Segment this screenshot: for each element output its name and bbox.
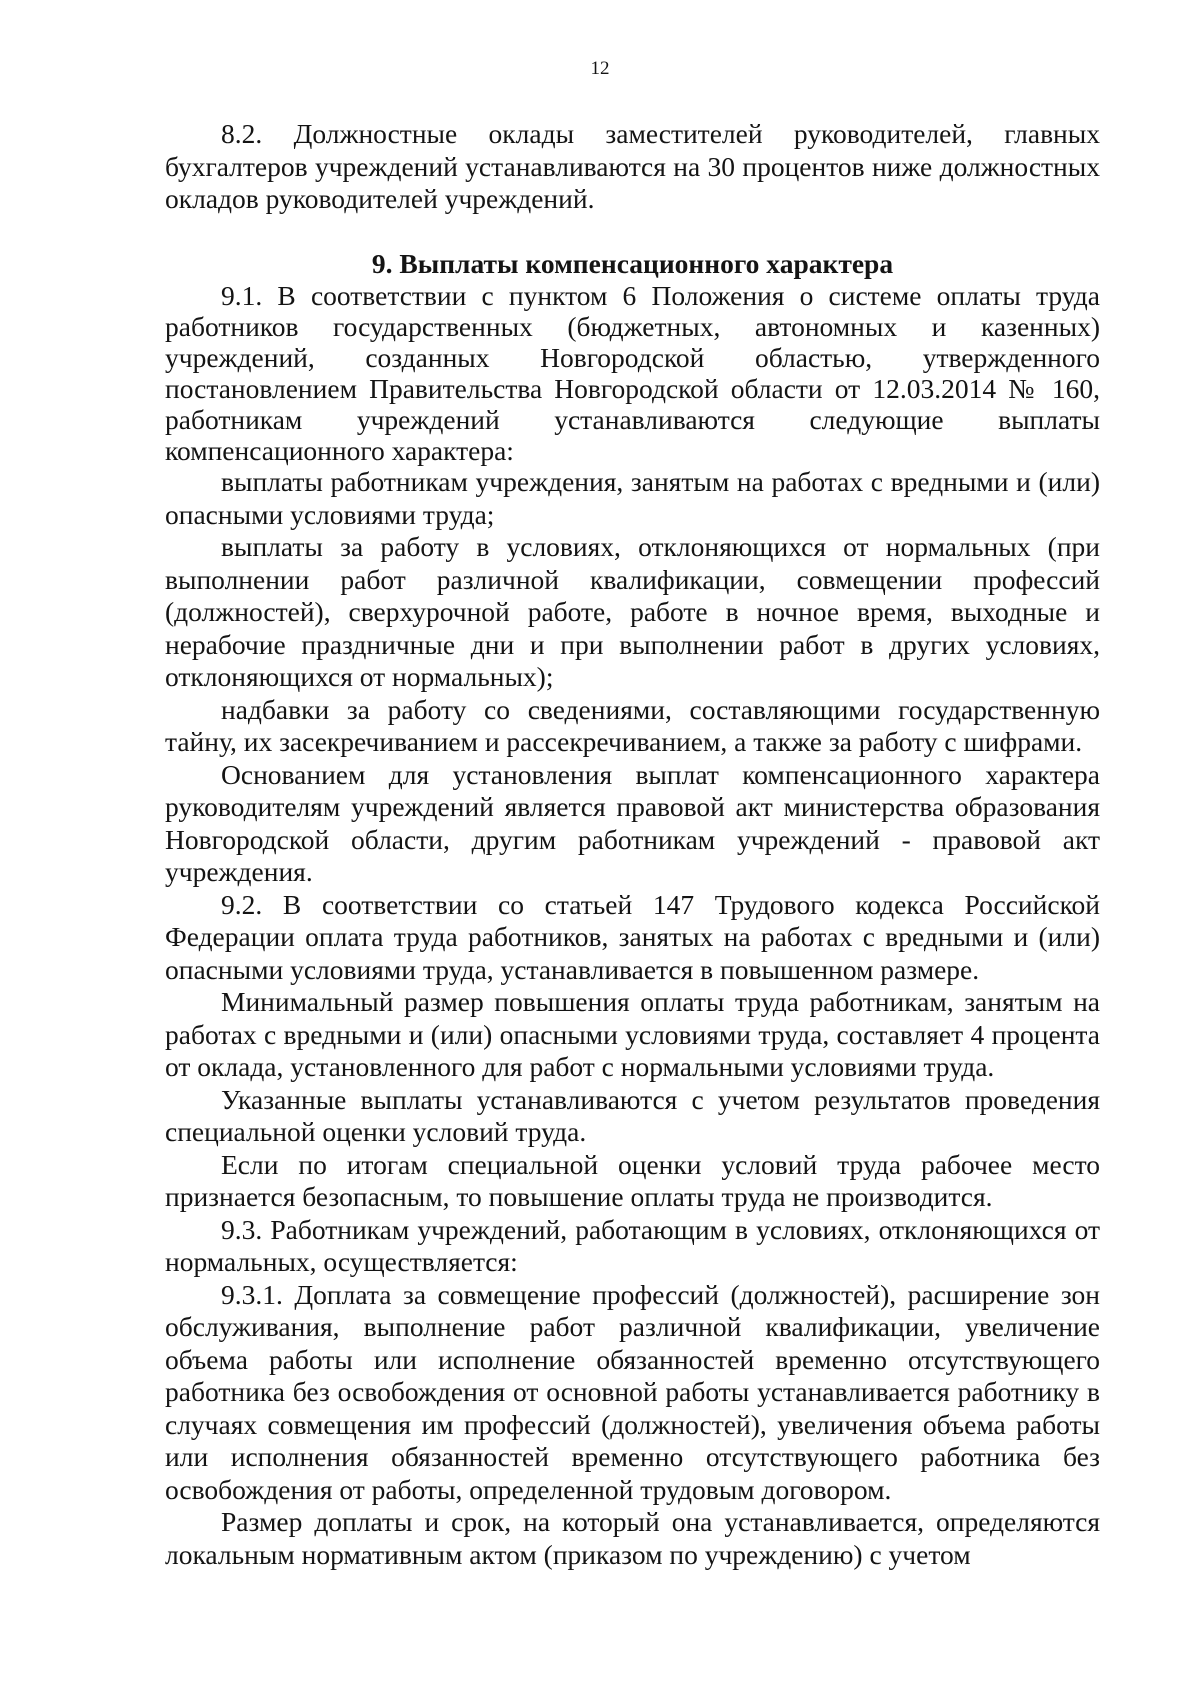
paragraph-9-2-safe-workplace: Если по итогам специальной оценки условий труда рабочее место признается безопасным, то повышение оплаты труда не производится. [165, 1148, 1100, 1212]
paragraph-9-3-1: 9.3.1. Доплата за совмещение профессий (должностей), расширение зон обслуживания, выполнение работ различной квалификации, увеличение объема работы или исполнение обязанностей временно отсутствующего работника без освобождения от основной работы устанавливается работнику в случаях совмещения им профессий (должностей), увеличения объема работы или исполнения обязанностей временно отсутствующего работника без освобождения от работы, определенной трудовым договором. [165, 1278, 1100, 1505]
paragraph-9-2-assessment: Указанные выплаты устанавливаются с учетом результатов проведения специальной оценки условий труда. [165, 1083, 1100, 1147]
paragraph-9-3-1-size: Размер доплаты и срок, на который она устанавливается, определяются локальным нормативным актом (приказом по учреждению) с учетом [165, 1506, 1100, 1570]
paragraph-9-1-hazard-payments: выплаты работникам учреждения, занятым на работах с вредными и (или) опасными условиями труда; [165, 466, 1100, 530]
paragraph-9-2: 9.2. В соответствии со статьей 147 Трудового кодекса Российской Федерации оплата труда работников, занятых на работах с вредными и (или) опасными условиями труда, устанавливается в повышенном размере. [165, 888, 1100, 985]
paragraph-9-2-minimum: Минимальный размер повышения оплаты труда работникам, занятым на работах с вредными и (или) опасными условиями труда, составляет 4 процента от оклада, установленного для работ с нормальными условиями труда. [165, 986, 1100, 1082]
page-number: 12 [590, 58, 610, 79]
document-body [165, 118, 1100, 1571]
paragraph-9-3: 9.3. Работникам учреждений, работающим в условиях, отклоняющихся от нормальных, осуществляется: [165, 1213, 1100, 1277]
paragraph-8-2: 8.2. Должностные оклады заместителей руководителей, главных бухгалтеров учреждений устанавливаются на 30 процентов ниже должностных окладов руководителей учреждений. [165, 118, 1100, 214]
paragraph-9-1-basis: Основанием для установления выплат компенсационного характера руководителям учреждений является правовой акт министерства образования Новгородской области, другим работникам учреждений - правовой акт учреждения. [165, 758, 1100, 887]
paragraph-9-1-state-secret: надбавки за работу со сведениями, составляющими государственную тайну, их засекречиванием и рассекречиванием, а также за работу с шифрами. [165, 693, 1100, 757]
paragraph-9-1: 9.1. В соответствии с пунктом 6 Положения о системе оплаты труда работников государственных (бюджетных, автономных и казенных) учреждений, созданных Новгородской областью, утвержденного постановлением Правительства Новгородской области от 12.03.2014 № 160, работникам учреждений устанавливаются следующие выплаты компенсационного характера: [165, 280, 1100, 466]
paragraph-9-1-abnormal-conditions: выплаты за работу в условиях, отклоняющихся от нормальных (при выполнении работ различной квалификации, совмещении профессий (должностей), сверхурочной работе, работе в ночное время, выходные и нерабочие праздничные дни и при выполнении работ в других условиях, отклоняющихся от нормальных); [165, 531, 1100, 692]
section-9-heading: 9. Выплаты компенсационного характера [371, 247, 894, 279]
